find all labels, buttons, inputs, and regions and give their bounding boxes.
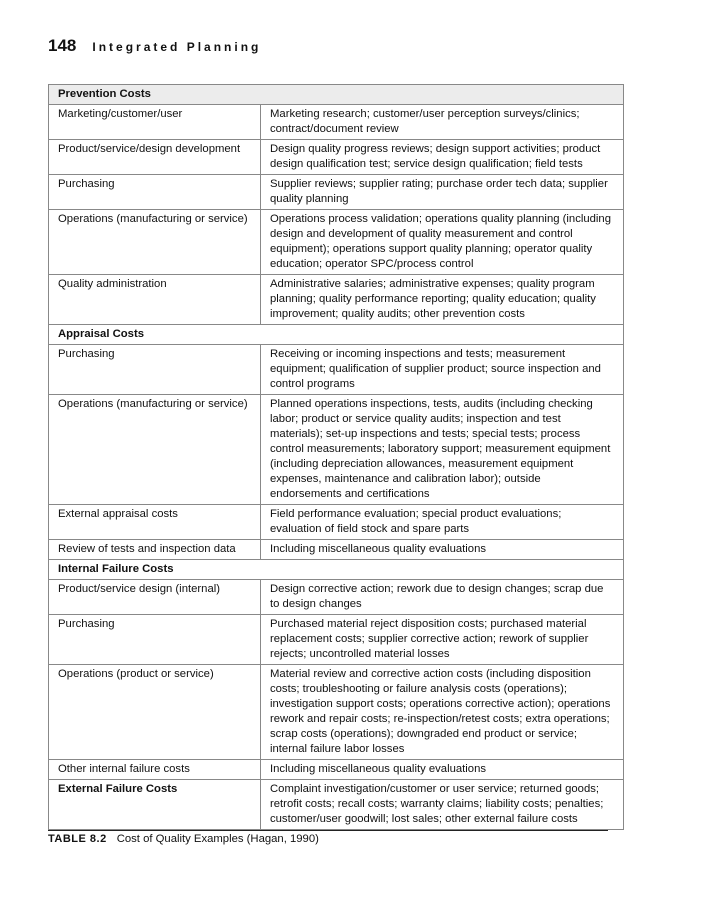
category-cell: Purchasing	[49, 175, 261, 210]
examples-cell: Material review and corrective action costs (including disposition costs; troubleshooting or failure analysis costs (operations); investigation support costs; operations corrective action); operations rework and repair costs; re-inspection/retest costs; extra operations; scrap costs (operations); downgraded end product or service; internal failure labor losses	[261, 665, 624, 760]
section-header-internal-failure	[49, 560, 624, 580]
table-row	[49, 105, 624, 140]
table-row	[49, 665, 624, 760]
category-cell: Purchasing	[49, 345, 261, 395]
examples-cell: Complaint investigation/customer or user service; returned goods; retrofit costs; recall costs; warranty claims; liability costs; penalties; customer/user goodwill; lost sales; other external failure costs	[261, 780, 624, 830]
table-row	[49, 760, 624, 780]
category-cell: Product/service/design development	[49, 140, 261, 175]
table-row	[49, 540, 624, 560]
table-row	[49, 395, 624, 505]
caption-rule	[48, 830, 608, 831]
section-title: Prevention Costs	[49, 85, 624, 105]
category-cell: Product/service design (internal)	[49, 580, 261, 615]
section-title: Internal Failure Costs	[49, 560, 624, 580]
examples-cell: Design quality progress reviews; design support activities; product design qualification test; service design qualification; field tests	[261, 140, 624, 175]
table-row	[49, 275, 624, 325]
table-row	[49, 615, 624, 665]
category-cell: External appraisal costs	[49, 505, 261, 540]
table-row	[49, 580, 624, 615]
section-title: Appraisal Costs	[49, 325, 624, 345]
category-cell: Operations (manufacturing or service)	[49, 210, 261, 275]
section-title: External Failure Costs	[49, 780, 261, 830]
category-cell: Other internal failure costs	[49, 760, 261, 780]
examples-cell: Planned operations inspections, tests, audits (including checking labor; product or service quality audits; inspection and test materials); set-up inspections and tests; special tests; process control measurements; laboratory support; measurement equipment (including depreciation allowances, measurement equipment expenses, maintenance and calibration labor); outside endorsements and certifications	[261, 395, 624, 505]
examples-cell: Design corrective action; rework due to design changes; scrap due to design changes	[261, 580, 624, 615]
table-row-external-failure	[49, 780, 624, 830]
examples-cell: Supplier reviews; supplier rating; purchase order tech data; supplier quality planning	[261, 175, 624, 210]
page-number: 148	[48, 36, 77, 55]
table-row	[49, 175, 624, 210]
section-header-appraisal	[49, 325, 624, 345]
table-caption	[48, 833, 319, 845]
category-cell: Review of tests and inspection data	[49, 540, 261, 560]
category-cell: Operations (manufacturing or service)	[49, 395, 261, 505]
table-row	[49, 140, 624, 175]
table-row	[49, 345, 624, 395]
caption-label: TABLE 8.2	[48, 833, 107, 845]
page-header	[48, 36, 261, 56]
category-cell: Operations (product or service)	[49, 665, 261, 760]
category-cell: Quality administration	[49, 275, 261, 325]
table-row	[49, 505, 624, 540]
examples-cell: Administrative salaries; administrative expenses; quality program planning; quality performance reporting; quality education; quality improvement; quality audits; other prevention costs	[261, 275, 624, 325]
examples-cell: Including miscellaneous quality evaluations	[261, 540, 624, 560]
caption-text: Cost of Quality Examples (Hagan, 1990)	[116, 833, 319, 845]
running-title: Integrated Planning	[92, 40, 262, 54]
examples-cell: Operations process validation; operations quality planning (including design and development of quality measurement and control equipment); operations support quality planning; operator quality education; operator SPC/process control	[261, 210, 624, 275]
category-cell: Purchasing	[49, 615, 261, 665]
table-row	[49, 210, 624, 275]
examples-cell: Receiving or incoming inspections and tests; measurement equipment; qualification of supplier product; source inspection and control programs	[261, 345, 624, 395]
section-header-prevention	[49, 85, 624, 105]
examples-cell: Including miscellaneous quality evaluations	[261, 760, 624, 780]
category-cell: Marketing/customer/user	[49, 105, 261, 140]
examples-cell: Purchased material reject disposition costs; purchased material replacement costs; supplier corrective action; rework of supplier rejects; uncontrolled material losses	[261, 615, 624, 665]
cost-of-quality-table	[48, 84, 624, 830]
examples-cell: Field performance evaluation; special product evaluations; evaluation of field stock and spare parts	[261, 505, 624, 540]
examples-cell: Marketing research; customer/user perception surveys/clinics; contract/document review	[261, 105, 624, 140]
